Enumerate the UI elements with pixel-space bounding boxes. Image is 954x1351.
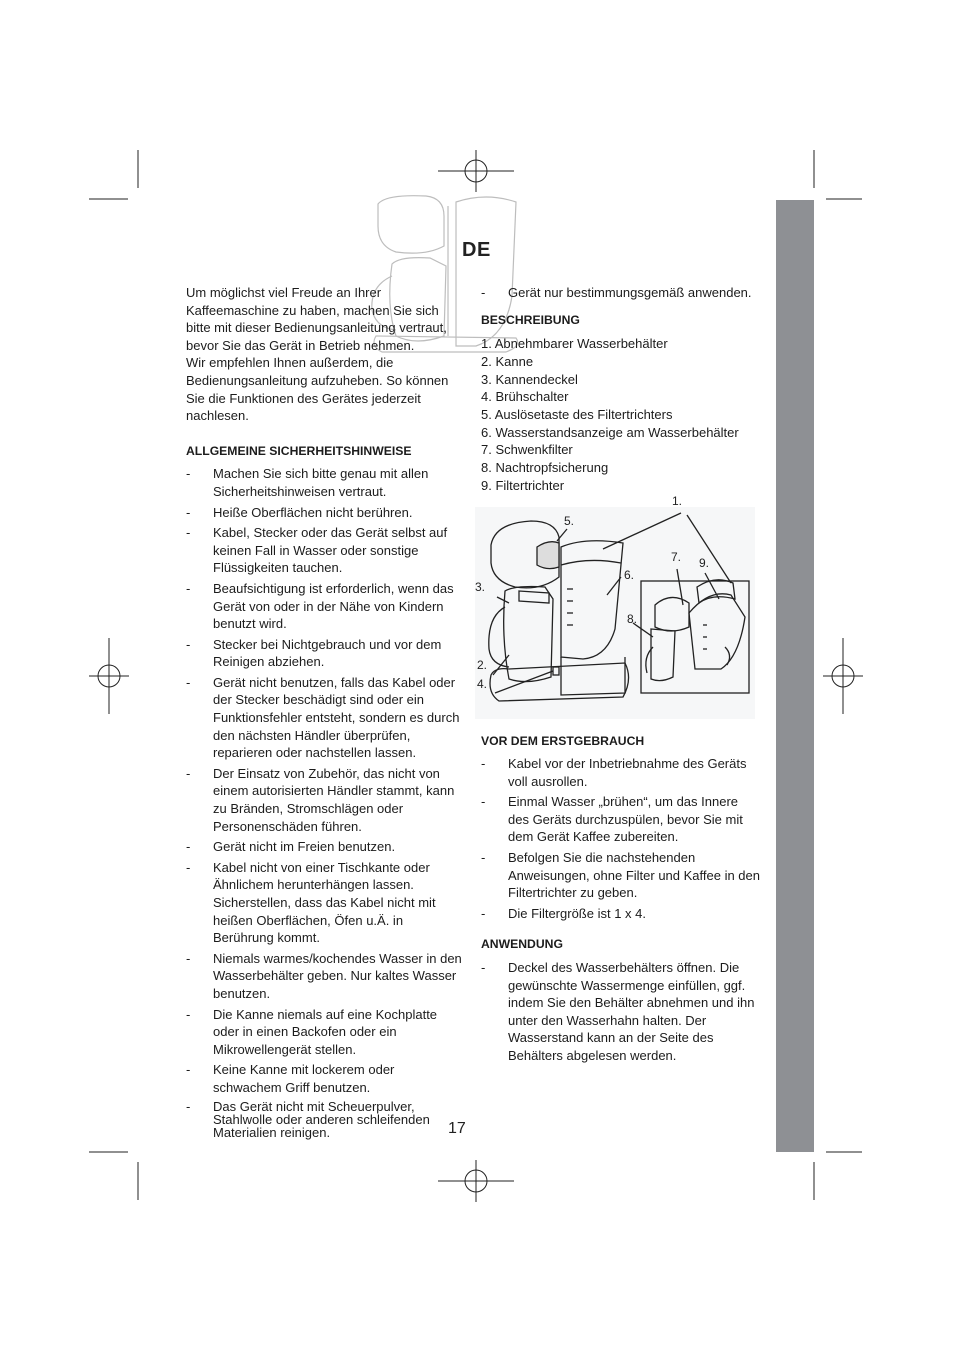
usage-heading: ANWENDUNG [481, 937, 563, 952]
callout-label: 5. [564, 513, 575, 528]
list-item: - Die Filtergröße ist 1 x 4. [481, 905, 761, 923]
callout-label: 3. [475, 579, 486, 594]
list-item: - Gerät nicht im Freien benutzen. [186, 838, 466, 856]
description-heading: BESCHREIBUNG [481, 312, 580, 327]
list-item: - Kabel nicht von einer Tischkante oder Ähnlichem herunterhängen lassen. Sicherstellen, dass das Kabel nicht mit heißen Oberflächen, Öfen u.Ä. in Berührung kommt. [186, 859, 466, 947]
list-item: 2. Kanne [481, 353, 534, 369]
callout-label: 4. [477, 676, 488, 691]
list-item: 7. Schwenkfilter [481, 442, 573, 458]
list-item: - Keine Kanne mit lockerem oder schwachem Griff benutzen. [186, 1061, 466, 1096]
list-item: - Die Kanne niemals auf eine Kochplatte oder in einen Backofen oder ein Mikrowellengerät stellen. [186, 1006, 466, 1059]
left-column [186, 284, 466, 1142]
list-item: - Kabel, Stecker oder das Gerät selbst auf keinen Fall in Wasser oder sonstige Flüssigkeiten tauchen. [186, 524, 466, 577]
callout-label: 2. [477, 657, 488, 672]
list-item: - Heiße Oberflächen nicht berühren. [186, 504, 466, 522]
list-item: - Beaufsichtigung ist erforderlich, wenn das Gerät von oder in der Nähe von Kindern benutzt wird. [186, 580, 466, 633]
list-item: 8. Nachtropfsicherung [481, 460, 609, 476]
list-item: - Gerät nicht benutzen, falls das Kabel oder der Stecker beschädigt sind oder ein Funktionsfehler entsteht, sondern es durch den nächsten Händler überprüfen, reparieren oder nachstellen lassen. [186, 674, 466, 762]
callout-label: 9. [699, 555, 710, 570]
list-item: - Der Einsatz von Zubehör, das nicht von einem autorisierten Händler stammt, kann zu Bränden, Stromschlägen oder Personenschäden führen. [186, 765, 466, 835]
list-item: - Gerät nur bestimmungsgemäß anwenden. [481, 284, 761, 302]
callout-label: 7. [671, 549, 682, 564]
list-item: - Machen Sie sich bitte genau mit allen Sicherheitshinweisen vertraut. [186, 465, 466, 500]
list-item: 5. Auslösetaste des Filtertrichters [481, 407, 673, 422]
safety-list-continued [481, 284, 761, 302]
callout-label: 8. [627, 611, 638, 626]
list-item: 1. Abnehmbarer Wasserbehälter [481, 336, 668, 352]
first-use-list [481, 755, 761, 922]
list-item: - Einmal Wasser „brühen“, um das Innere des Geräts durchzuspülen, bevor Sie mit dem Gerät Kaffee zubereiten. [481, 793, 761, 846]
list-item: 6. Wasserstandsanzeige am Wasserbehälter [481, 424, 739, 440]
list-item: - Befolgen Sie die nachstehenden Anweisungen, ohne Filter und Kaffee in den Filtertrichter zu geben. [481, 849, 761, 902]
intro-paragraph: Wir empfehlen Ihnen außerdem, die Bedienungsanleitung aufzuheben. So können Sie die Funktionen des Gerätes jederzeit nachlesen. [186, 355, 449, 424]
safety-list [186, 465, 466, 1139]
list-item: - Kabel vor der Inbetriebnahme des Geräts voll ausrollen. [481, 755, 761, 790]
first-use-heading: VOR DEM ERSTGEBRAUCH [481, 733, 645, 748]
list-item: 9. Filtertrichter [481, 477, 565, 493]
safety-heading: ALLGEMEINE SICHERHEITSHINWEISE [186, 443, 412, 458]
page-number: 17 [448, 1120, 466, 1137]
right-column [475, 284, 761, 1068]
list-item: 4. Brühschalter [481, 389, 569, 405]
intro-paragraph: Um möglichst viel Freude an Ihrer Kaffeemaschine zu haben, machen Sie sich bitte mit dieser Bedienungsanleitung vertraut, bevor Sie das Gerät in Betrieb nehmen. [186, 285, 447, 353]
parts-list [481, 335, 761, 494]
list-item: - Niemals warmes/kochendes Wasser in den Wasserbehälter geben. Nur kaltes Wasser benutzen. [186, 950, 466, 1003]
chapter-tab [776, 200, 814, 1152]
coffee-maker-illustration [475, 507, 755, 719]
callout-label: 6. [624, 567, 635, 582]
coffee-maker-diagram [475, 493, 755, 719]
list-item: 3. Kannendeckel [481, 371, 578, 387]
list-item: - Das Gerät nicht mit Scheuerpulver, Stahlwolle oder anderen schleifenden Materialien reinigen. [186, 1100, 466, 1140]
list-item: - Deckel des Wasserbehälters öffnen. Die gewünschte Wassermenge einfüllen, ggf. indem Sie den Behälter abnehmen und ihn unter den Wasserhahn halten. Der Wasserstand kann an der Seite des Behälters abgelesen werden. [481, 959, 761, 1065]
language-badge: DE [462, 239, 491, 261]
callout-label: 1. [672, 493, 683, 508]
usage-list [481, 959, 761, 1065]
list-item: - Stecker bei Nichtgebrauch und vor dem Reinigen abziehen. [186, 636, 466, 671]
